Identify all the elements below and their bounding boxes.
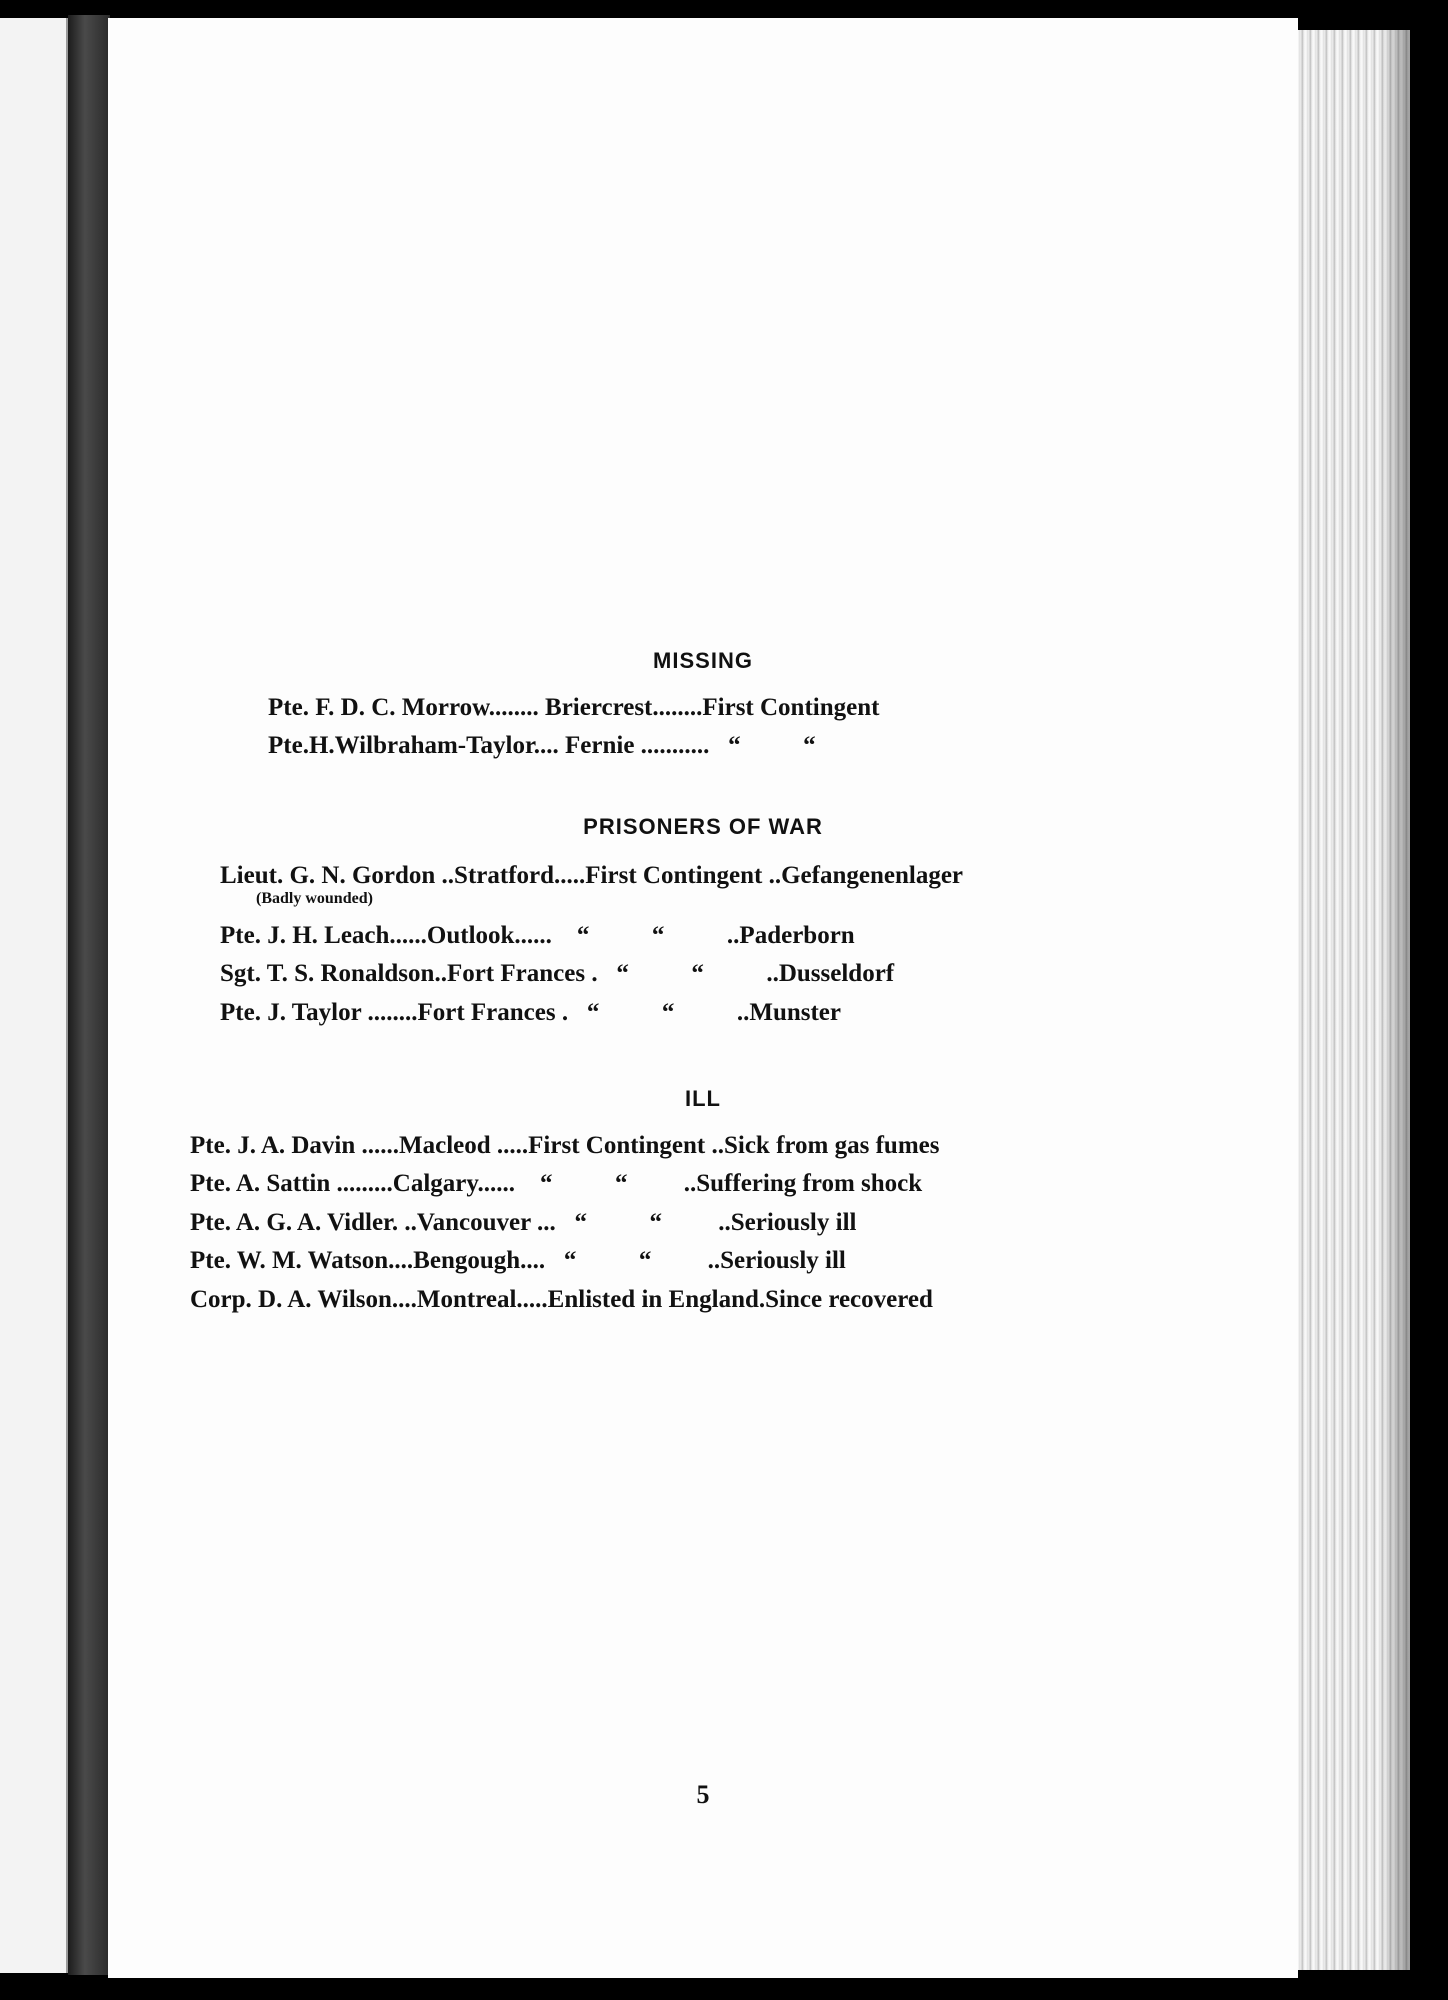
ill-row-sattin: Pte. A. Sattin .........Calgary...... “ “ ..Suffering from shock (190, 1170, 923, 1197)
missing-row-wilbraham-taylor: Pte.H.Wilbraham-Taylor.... Fernie ........... “ “ (268, 732, 816, 759)
ill-row-wilson: Corp. D. A. Wilson....Montreal.....Enlisted in England.Since recovered (190, 1286, 933, 1313)
left-page-edge (0, 18, 68, 1973)
page-number: 5 (696, 1780, 710, 1809)
ill-row-watson: Pte. W. M. Watson....Bengough.... “ “ ..Seriously ill (190, 1247, 846, 1274)
prisoner-row-gordon: Lieut. G. N. Gordon ..Stratford.....First Contingent ..Gefangenenlager (220, 862, 964, 889)
prisoner-row-taylor: Pte. J. Taylor ........Fort Frances . “ “ ..Munster (220, 999, 841, 1026)
missing-row-morrow: Pte. F. D. C. Morrow........ Briercrest........First Contingent (268, 694, 880, 721)
book-page (108, 18, 1298, 1978)
prisoner-row-ronaldson: Sgt. T. S. Ronaldson..Fort Frances . “ “ ..Dusseldorf (220, 960, 895, 987)
ill-row-vidler: Pte. A. G. A. Vidler. ..Vancouver ... “ “ ..Seriously ill (190, 1209, 857, 1236)
ill-row-davin: Pte. J. A. Davin ......Macleod .....First Contingent ..Sick from gas fumes (190, 1132, 940, 1159)
section-heading-missing: MISSING (653, 648, 753, 673)
page-edges-shadow (1380, 30, 1410, 1970)
section-heading-ill: ILL (685, 1086, 721, 1111)
book-gutter (68, 15, 110, 1975)
prisoner-row-leach: Pte. J. H. Leach......Outlook...... “ “ ..Paderborn (220, 922, 855, 949)
section-heading-prisoners-of-war: PRISONERS OF WAR (583, 814, 823, 839)
prisoner-note-badly-wounded: (Badly wounded) (256, 890, 373, 907)
